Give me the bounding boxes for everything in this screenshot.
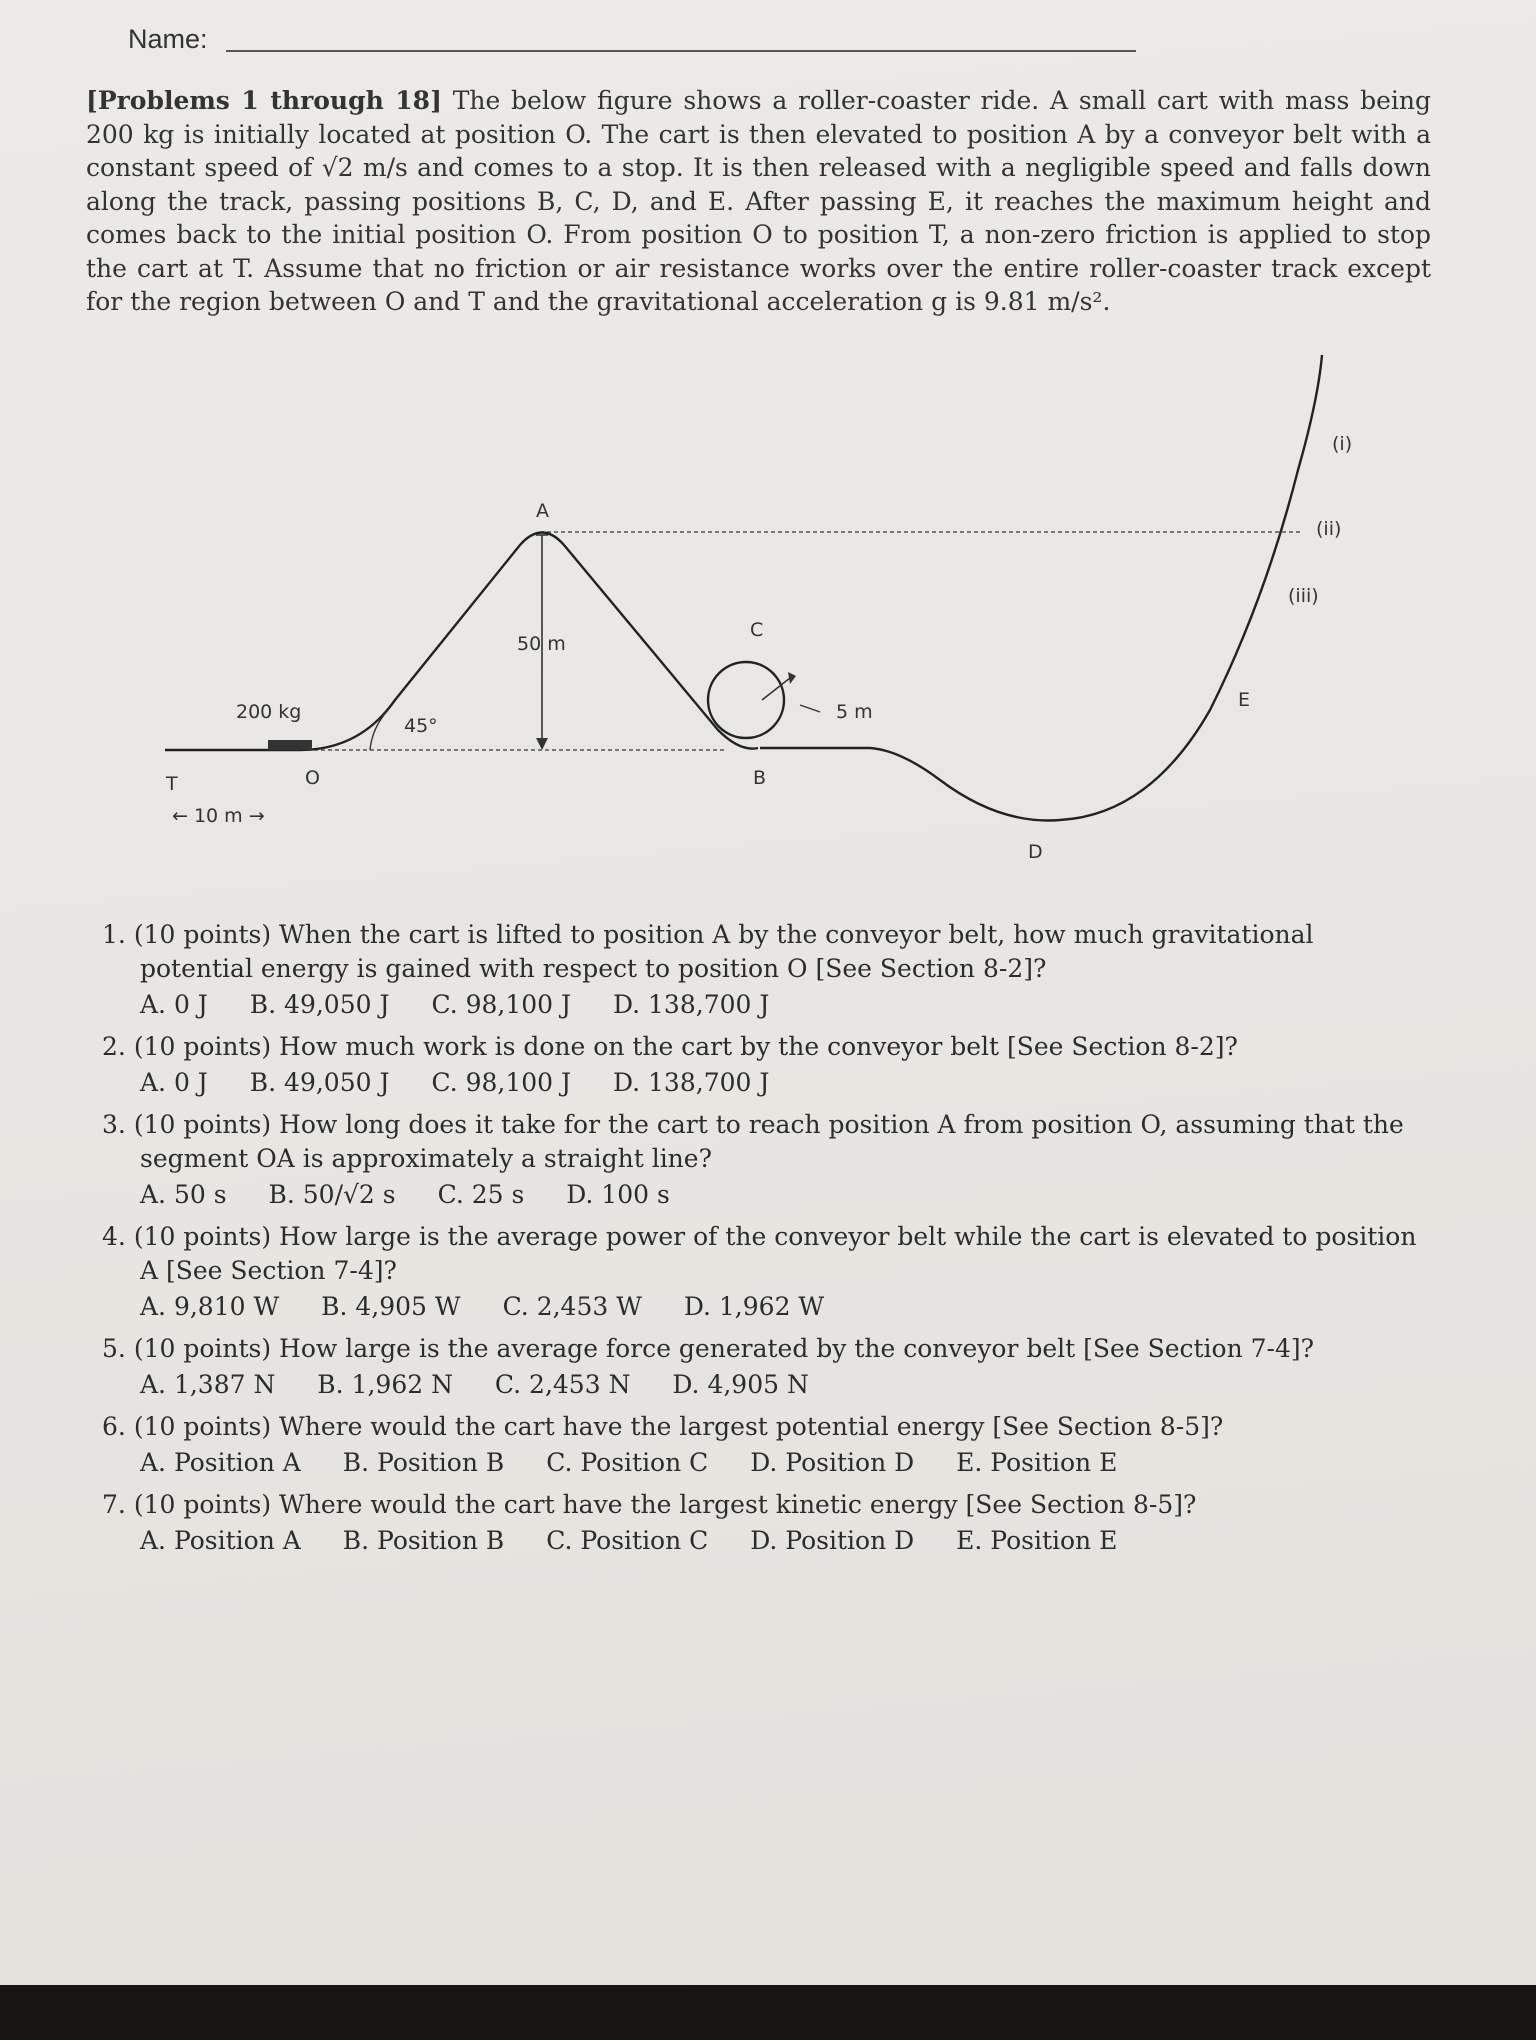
- option-b[interactable]: B. Position B: [342, 1448, 505, 1477]
- option-c[interactable]: C. 2,453 N: [494, 1370, 631, 1399]
- option-b[interactable]: B. 49,050 J: [249, 990, 390, 1019]
- option-a[interactable]: A. 0 J: [140, 990, 208, 1019]
- height-arrow-head: [536, 738, 548, 750]
- option-e[interactable]: E. Position E: [956, 1448, 1118, 1477]
- question-text: (10 points) How large is the average force generated by the conveyor belt [See Section 7-4]?: [133, 1334, 1315, 1363]
- height-i-label: (i): [1332, 433, 1353, 455]
- option-a[interactable]: A. 0 J: [140, 1068, 208, 1097]
- point-e-label: E: [1238, 689, 1251, 711]
- question-3: [102, 1108, 1432, 1212]
- question-text: (10 points) When the cart is lifted to position A by the conveyor belt, how much gravitational potential energy is gained with respect to position O [See Section 8-2]?: [133, 920, 1314, 983]
- option-c[interactable]: C. Position C: [546, 1448, 709, 1477]
- question-list: [102, 918, 1432, 1566]
- option-a[interactable]: A. 9,810 W: [140, 1292, 280, 1321]
- name-label: Name:: [128, 24, 208, 54]
- option-d[interactable]: D. 1,962 W: [683, 1292, 825, 1321]
- question-7: [102, 1488, 1432, 1558]
- option-c[interactable]: C. 2,453 W: [502, 1292, 642, 1321]
- question-number: 5.: [102, 1334, 126, 1363]
- question-number: 2.: [102, 1032, 126, 1061]
- height-ii-label: (ii): [1316, 518, 1342, 540]
- option-e[interactable]: E. Position E: [956, 1526, 1118, 1555]
- cart-icon: [268, 740, 312, 750]
- question-text: (10 points) Where would the cart have the largest potential energy [See Section 8-5]?: [133, 1412, 1224, 1441]
- option-c[interactable]: C. 25 s: [437, 1180, 525, 1209]
- track-valley-and-rise: [870, 355, 1322, 821]
- option-b[interactable]: B. 49,050 J: [249, 1068, 390, 1097]
- distance-label: ← 10 m →: [172, 805, 265, 827]
- question-4: [102, 1220, 1432, 1324]
- option-b[interactable]: B. 1,962 N: [317, 1370, 453, 1399]
- question-text: (10 points) How much work is done on the cart by the conveyor belt [See Section 8-2]?: [133, 1032, 1238, 1061]
- option-b[interactable]: B. 50/√2 s: [268, 1180, 396, 1209]
- problem-description: The below figure shows a roller-coaster ride. A small cart with mass being 200 kg is initially located at position O. The cart is then elevated to position A by a conveyor belt with a constant speed of √2 m/s and comes to a stop. It is then released with a negligible speed and falls down along the track, passing positions B, C, D, and E. After passing E, it reaches the maximum height and comes back to the initial position O. From position O to position T, a non-zero friction is applied to stop the cart at T. Assume that no friction or air resistance works over the entire roller-coaster track except for the region between O and T and the gravitational acceleration g is 9.81 m/s².: [86, 86, 1431, 316]
- option-b[interactable]: B. Position B: [342, 1526, 505, 1555]
- radius-arrow-head: [788, 672, 796, 684]
- option-c[interactable]: C. 98,100 J: [431, 990, 572, 1019]
- point-c-label: C: [750, 619, 764, 641]
- angle-label: 45°: [404, 715, 438, 737]
- problem-intro: [86, 84, 1431, 319]
- question-2: [102, 1030, 1432, 1100]
- option-d[interactable]: D. 4,905 N: [672, 1370, 809, 1399]
- option-c[interactable]: C. Position C: [546, 1526, 709, 1555]
- option-a[interactable]: A. 50 s: [140, 1180, 227, 1209]
- option-d[interactable]: D. 138,700 J: [612, 1068, 770, 1097]
- point-a-label: A: [536, 500, 549, 522]
- name-blank-line: [226, 50, 1136, 52]
- option-d[interactable]: D. 138,700 J: [612, 990, 770, 1019]
- mass-label: 200 kg: [236, 701, 302, 723]
- question-text: (10 points) How large is the average power of the conveyor belt while the cart is elevated to position A [See Section 7-4]?: [133, 1222, 1417, 1285]
- option-a[interactable]: A. Position A: [140, 1526, 301, 1555]
- radius-label: 5 m: [836, 701, 873, 723]
- option-d[interactable]: D. Position D: [750, 1448, 915, 1477]
- point-o-label: O: [305, 767, 320, 789]
- question-number: 1.: [102, 920, 126, 949]
- question-number: 7.: [102, 1490, 126, 1519]
- question-1: [102, 918, 1432, 1022]
- question-5: [102, 1332, 1432, 1402]
- point-b-label: B: [753, 767, 767, 789]
- option-b[interactable]: B. 4,905 W: [321, 1292, 461, 1321]
- height-label: 50 m: [517, 633, 566, 655]
- problem-range: [Problems 1 through 18]: [86, 86, 442, 115]
- radius-leader: [800, 705, 820, 712]
- angle-arc: [370, 710, 388, 750]
- question-number: 3.: [102, 1110, 126, 1139]
- option-d[interactable]: D. 100 s: [566, 1180, 670, 1209]
- desk-background: [0, 1985, 1536, 2040]
- option-c[interactable]: C. 98,100 J: [431, 1068, 572, 1097]
- loop-c: [708, 662, 784, 738]
- question-6: [102, 1410, 1432, 1480]
- point-d-label: D: [1028, 841, 1043, 863]
- question-number: 6.: [102, 1412, 126, 1441]
- radius-arrow: [762, 678, 790, 700]
- point-t-label: T: [166, 773, 178, 795]
- option-a[interactable]: A. 1,387 N: [140, 1370, 276, 1399]
- option-d[interactable]: D. Position D: [750, 1526, 915, 1555]
- question-number: 4.: [102, 1222, 126, 1251]
- question-text: (10 points) Where would the cart have the largest kinetic energy [See Section 8-5]?: [133, 1490, 1197, 1519]
- option-a[interactable]: A. Position A: [140, 1448, 301, 1477]
- question-text: (10 points) How long does it take for the cart to reach position A from position O, assuming that the segment OA is approximately a straight line?: [133, 1110, 1404, 1173]
- roller-coaster-figure: [0, 340, 1536, 900]
- height-iii-label: (iii): [1288, 585, 1319, 607]
